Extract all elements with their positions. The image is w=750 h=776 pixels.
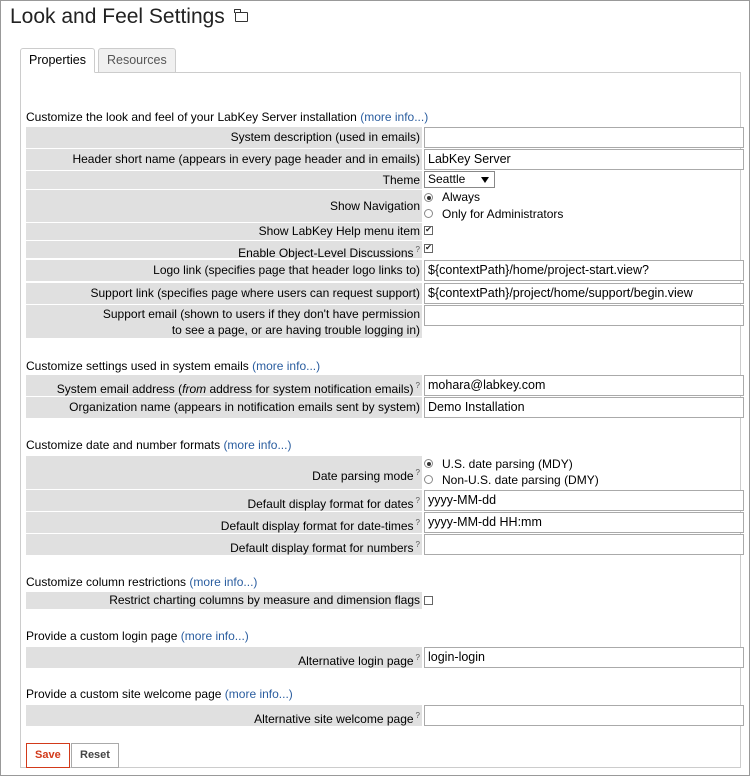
field-label: Default display format for numbers xyxy=(230,541,414,555)
help-icon[interactable]: ? xyxy=(415,540,420,549)
help-icon[interactable]: ? xyxy=(415,468,420,477)
page-title-text: Look and Feel Settings xyxy=(10,5,225,28)
field-label: Default display format for date-times xyxy=(220,519,414,533)
alt-login-input[interactable]: login-login xyxy=(424,647,744,668)
radio-label: Only for Administrators xyxy=(442,207,564,221)
chevron-down-icon xyxy=(481,177,489,183)
help-icon[interactable]: ? xyxy=(415,518,420,527)
section-lookfeel-heading: Customize the look and feel of your LabKey Server installation xyxy=(26,110,357,124)
row-number-format xyxy=(26,534,422,555)
row-datetime-format xyxy=(26,512,422,533)
tab-properties[interactable]: Properties xyxy=(20,48,95,73)
field-label: to see a page, or are having trouble logging in) xyxy=(171,323,420,337)
section-welcome-heading: Provide a custom site welcome page xyxy=(26,687,222,701)
section-formats xyxy=(26,438,291,452)
row-alt-login xyxy=(26,647,422,668)
row-support-link xyxy=(26,283,422,304)
show-help-menu-checkbox[interactable] xyxy=(424,226,433,235)
section-column xyxy=(26,575,257,589)
row-logo-link xyxy=(26,260,422,281)
help-icon[interactable]: ? xyxy=(415,381,420,390)
row-show-help-menu xyxy=(26,223,422,240)
restrict-charting-checkbox[interactable] xyxy=(424,596,433,605)
row-date-format xyxy=(26,490,422,511)
field-label: Restrict charting columns by measure and dimension flags xyxy=(109,593,420,607)
save-button[interactable]: Save xyxy=(26,743,70,768)
show-navigation-always-radio[interactable] xyxy=(424,193,433,202)
row-alt-welcome xyxy=(26,705,422,726)
field-label: Support email (shown to users if they don't have permission xyxy=(102,307,420,321)
row-theme xyxy=(26,171,422,189)
row-show-navigation xyxy=(26,190,422,222)
row-support-email xyxy=(26,305,422,338)
field-label: Header short name (appears in every page header and in emails) xyxy=(72,152,420,166)
org-name-input[interactable]: Demo Installation xyxy=(424,397,744,418)
radio-label: U.S. date parsing (MDY) xyxy=(442,457,573,471)
field-label: Theme xyxy=(382,173,420,187)
row-enable-discussions xyxy=(26,241,422,258)
tab-resources[interactable]: Resources xyxy=(98,48,176,73)
field-label: Alternative login page xyxy=(298,654,414,668)
section-email xyxy=(26,359,320,373)
more-info-link[interactable]: (more info...) xyxy=(252,359,321,373)
help-icon[interactable]: ? xyxy=(415,653,420,662)
row-system-email xyxy=(26,375,422,396)
section-lookfeel xyxy=(26,110,428,124)
field-label: Show Navigation xyxy=(329,199,420,213)
section-welcome xyxy=(26,687,293,701)
field-label: System description (used in emails) xyxy=(230,130,420,144)
page-title xyxy=(10,5,248,29)
row-system-description xyxy=(26,127,422,148)
section-login-heading: Provide a custom login page xyxy=(26,629,178,643)
help-icon[interactable]: ? xyxy=(415,711,420,720)
reset-button[interactable]: Reset xyxy=(71,743,119,768)
logo-link-input[interactable]: ${contextPath}/home/project-start.view? xyxy=(424,260,744,281)
radio-label: Always xyxy=(442,190,481,204)
help-icon[interactable]: ? xyxy=(415,496,420,505)
row-org-name xyxy=(26,397,422,418)
tab-bar xyxy=(20,48,741,73)
field-label: Show LabKey Help menu item xyxy=(258,224,420,238)
field-label: System email address ( xyxy=(56,382,183,396)
field-label: Organization name (appears in notification emails sent by system) xyxy=(69,400,420,414)
section-formats-heading: Customize date and number formats xyxy=(26,438,221,452)
row-restrict-charting xyxy=(26,592,422,609)
datetime-format-input[interactable]: yyyy-MM-dd HH:mm xyxy=(424,512,744,533)
row-header-short-name xyxy=(26,149,422,170)
field-label-emphasis: from xyxy=(182,382,207,396)
field-label: address for system notification emails) xyxy=(206,382,414,396)
more-info-link[interactable]: (more info...) xyxy=(224,687,293,701)
field-label: Date parsing mode xyxy=(312,469,414,483)
header-short-name-input[interactable]: LabKey Server xyxy=(424,149,744,170)
more-info-link[interactable]: (more info...) xyxy=(360,110,429,124)
support-email-input[interactable] xyxy=(424,305,744,326)
radio-label: Non-U.S. date parsing (DMY) xyxy=(442,473,599,487)
theme-select[interactable] xyxy=(424,171,495,188)
alt-welcome-input[interactable] xyxy=(424,705,744,726)
date-format-input[interactable]: yyyy-MM-dd xyxy=(424,490,744,511)
system-email-input[interactable]: mohara@labkey.com xyxy=(424,375,744,396)
date-parsing-mdy-radio[interactable] xyxy=(424,459,433,468)
theme-selected-value: Seattle xyxy=(428,172,466,186)
row-date-parsing xyxy=(26,456,422,489)
more-info-link[interactable]: (more info...) xyxy=(180,629,249,643)
field-label: Enable Object-Level Discussions xyxy=(238,246,414,260)
more-info-link[interactable]: (more info...) xyxy=(189,575,258,589)
date-parsing-dmy-radio[interactable] xyxy=(424,475,433,484)
field-label: Alternative site welcome page xyxy=(254,712,414,726)
more-info-link[interactable]: (more info...) xyxy=(223,438,292,452)
section-column-heading: Customize column restrictions xyxy=(26,575,187,589)
field-label: Default display format for dates xyxy=(247,497,414,511)
field-label: Logo link (specifies page that header logo links to) xyxy=(153,263,420,277)
support-link-input[interactable]: ${contextPath}/project/home/support/begin.view xyxy=(424,283,744,304)
help-icon[interactable]: ? xyxy=(415,245,420,254)
field-label: Support link (specifies page where users can request support) xyxy=(90,286,420,300)
section-login xyxy=(26,629,249,643)
number-format-input[interactable] xyxy=(424,534,744,555)
enable-discussions-checkbox[interactable] xyxy=(424,244,433,253)
show-navigation-admins-radio[interactable] xyxy=(424,209,433,218)
section-email-heading: Customize settings used in system emails xyxy=(26,359,249,373)
folder-icon[interactable] xyxy=(235,12,248,22)
system-description-input[interactable] xyxy=(424,127,744,148)
